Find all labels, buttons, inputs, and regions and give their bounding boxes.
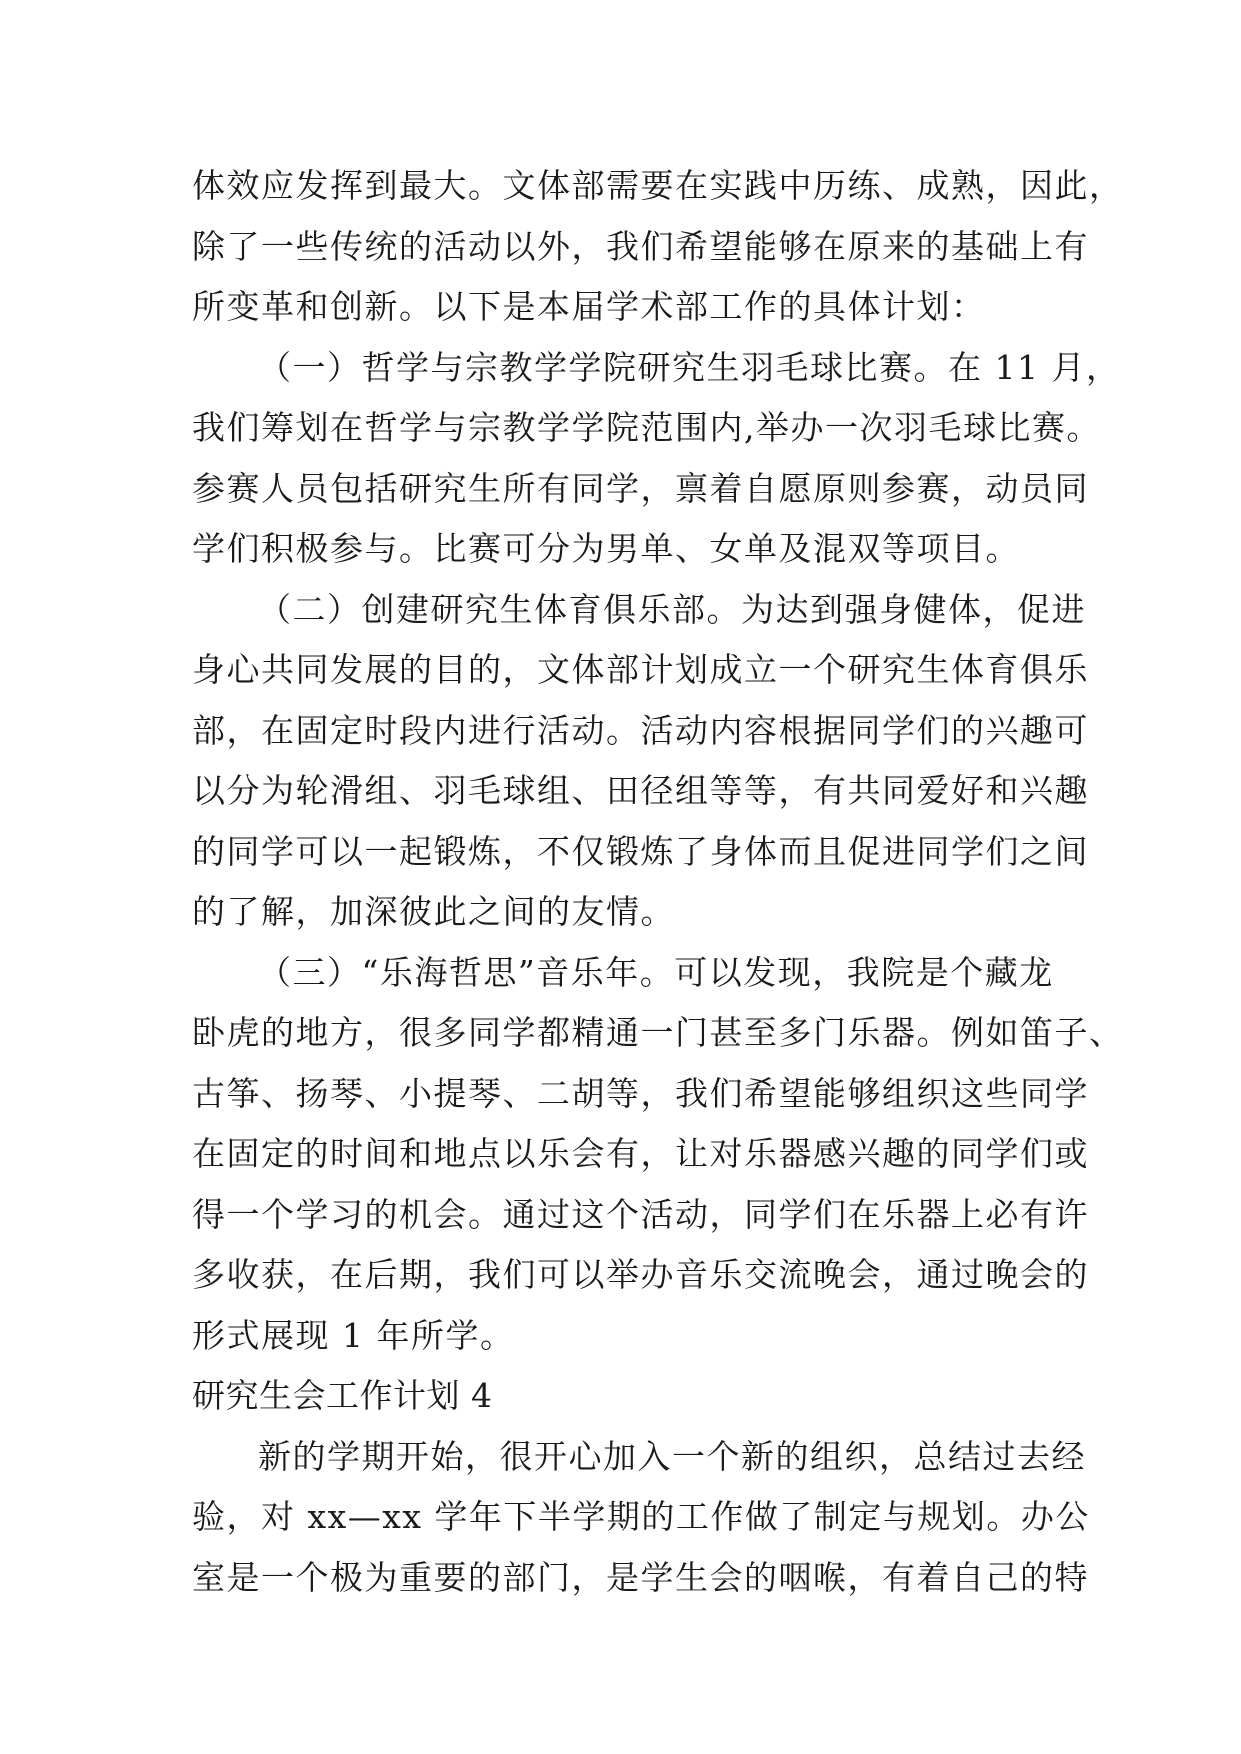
text-line: 体效应发挥到最大。文体部需要在实践中历练、成熟，因此，: [192, 166, 1124, 205]
text-line: 古筝、扬琴、小提琴、二胡等，我们希望能够组织这些同学: [192, 1073, 1089, 1113]
text-line: 多收获，在后期，我们可以举办音乐交流晚会，通过晚会的: [192, 1255, 1089, 1294]
text-line: 除了一些传统的活动以外，我们希望能够在原来的基础上有: [192, 226, 1089, 266]
section-heading: 研究生会工作计划 4: [192, 1376, 493, 1415]
text-line: 参赛人员包括研究生所有同学，禀着自愿原则参赛，动员同: [192, 468, 1089, 508]
text-line: 在固定的时间和地点以乐会有，让对乐器感兴趣的同学们或: [192, 1134, 1089, 1173]
text-line: 得一个学习的机会。通过这个活动，同学们在乐器上必有许: [192, 1194, 1089, 1234]
paragraph-start-line: （一）哲学与宗教学学院研究生羽毛球比赛。在 11 月，: [258, 347, 1121, 387]
text-line: 身心共同发展的目的，文体部计划成立一个研究生体育俱乐: [192, 650, 1089, 689]
paragraph-start-line: 新的学期开始，很开心加入一个新的组织，总结过去经: [258, 1436, 1086, 1476]
paragraph-start-line: （二）创建研究生体育俱乐部。为达到强身健体，促进: [258, 589, 1086, 629]
text-line: 以分为轮滑组、羽毛球组、田径组等等，有共同爱好和兴趣: [192, 771, 1089, 810]
text-line: 验，对 xx—xx 学年下半学期的工作做了制定与规划。办公: [192, 1497, 1090, 1536]
text-line: 的同学可以一起锻炼，不仅锻炼了身体而且促进同学们之间: [192, 831, 1089, 871]
text-line: 学们积极参与。比赛可分为男单、女单及混双等项目。: [192, 529, 1020, 568]
text-line: 所变革和创新。以下是本届学术部工作的具体计划：: [192, 287, 986, 326]
paragraph-start-line: （三）“乐海哲思”音乐年。可以发现，我院是个藏龙: [258, 952, 1054, 992]
text-line: 的了解，加深彼此之间的友情。: [192, 892, 675, 931]
text-line: 形式展现 1 年所学。: [192, 1315, 515, 1355]
text-line: 卧虎的地方，很多同学都精通一门甚至多门乐器。例如笛子、: [192, 1013, 1124, 1052]
text-line: 部，在固定时段内进行活动。活动内容根据同学们的兴趣可: [192, 710, 1089, 750]
text-line: 室是一个极为重要的部门，是学生会的咽喉，有着自己的特: [192, 1557, 1089, 1597]
text-line: 我们筹划在哲学与宗教学学院范围内,举办一次羽毛球比赛。: [192, 408, 1101, 447]
document-body: [192, 156, 1124, 1608]
